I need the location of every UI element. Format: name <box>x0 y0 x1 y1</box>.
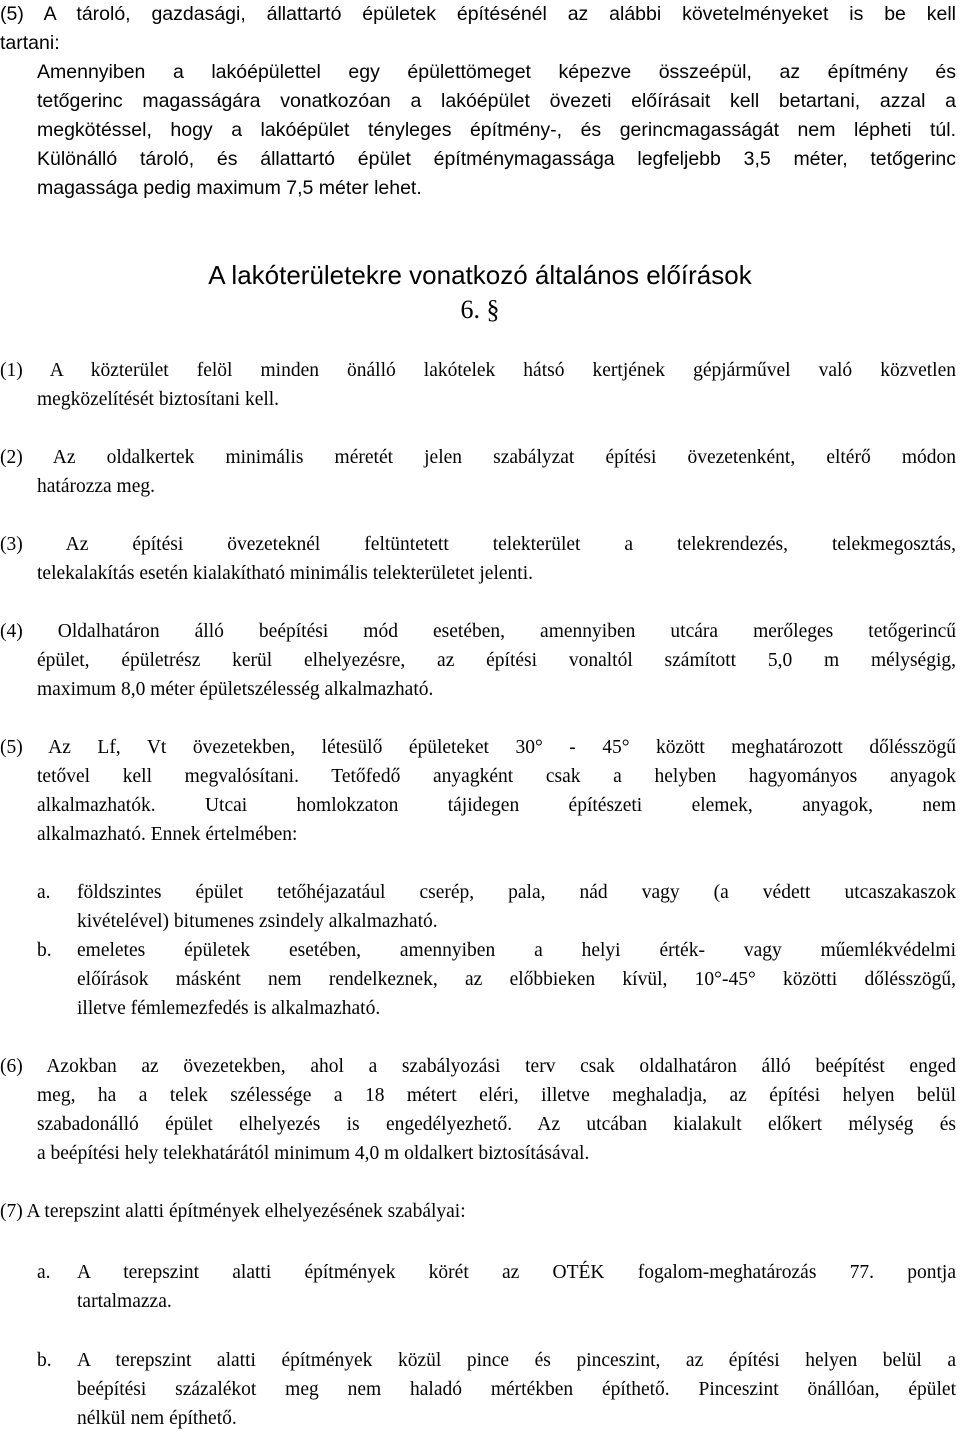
text-line: maximum 8,0 méter épületszélesség alkalmazható. <box>37 679 434 700</box>
text-line: (3) Az építési övezeteknél feltüntetett telekterület a telekrendezés, telekmegosztás, <box>0 534 956 555</box>
list-label: b. <box>37 1350 52 1371</box>
text-line: magassága pedig maximum 7,5 méter lehet. <box>37 177 422 199</box>
text-line: illetve fémlemezfedés is alkalmazható. <box>77 998 381 1019</box>
text-line: szabadonálló épület elhelyezés is engedélyezhető. Az utcában kialakult előkert mélység és <box>37 1114 956 1135</box>
text-line: megközelítését biztosítani kell. <box>37 389 280 410</box>
text-line: A terepszint alatti építmények körét az OTÉK fogalom-meghatározás 77. pontja <box>77 1262 956 1283</box>
text-line: (4) Oldalhatáron álló beépítési mód esetében, amennyiben utcára merőleges tetőgerincű <box>0 621 956 642</box>
text-line: beépítési százalékot meg nem haladó mértékben építhető. Pinceszint önállóan, épület <box>77 1379 956 1400</box>
paragraph-1 <box>0 356 956 414</box>
text-line: kivételével) bitumenes zsindely alkalmazható. <box>77 911 438 932</box>
list-item-7b <box>37 1346 956 1433</box>
text-line: tetőgerinc magasságára vonatkozóan a lakóépület övezeti előírásait kell betartani, azzal a <box>37 90 956 112</box>
paragraph-5 <box>0 733 956 849</box>
text-line: tartalmazza. <box>77 1291 172 1312</box>
text-line: (6) Azokban az övezetekben, ahol a szabályozási terv csak oldalhatáron álló beépítést enged <box>0 1056 956 1077</box>
text-line: földszintes épület tetőhéjazatául cserép, pala, nád vagy (a védett utcaszakaszok <box>77 882 956 903</box>
text-line: A terepszint alatti építmények közül pince és pinceszint, az építési helyen belül a <box>77 1350 956 1371</box>
paragraph-6 <box>0 1052 956 1168</box>
text-line: a beépítési hely telekhatárától minimum 4,0 m oldalkert biztosításával. <box>37 1143 590 1164</box>
list-item-5b <box>37 936 956 1023</box>
text-line: tetővel kell megvalósítani. Tetőfedő anyagként csak a helyben hagyományos anyagok <box>37 766 956 787</box>
text-line: tartani: <box>0 32 60 54</box>
paragraph-2 <box>0 443 956 501</box>
section-number: 6. § <box>460 295 500 324</box>
section-heading: A lakóterületekre vonatkozó általános előírások <box>208 260 752 290</box>
text-line: (5) Az Lf, Vt övezetekben, létesülő épületeket 30° - 45° között meghatározott dőlésszögű <box>0 737 956 758</box>
text-line: (2) Az oldalkertek minimális méretét jelen szabályzat építési övezetenként, eltérő módon <box>0 447 956 468</box>
text-line: (1) A közterület felöl minden önálló lakótelek hátsó kertjének gépjárművel való közvetlen <box>0 360 956 381</box>
text-line: megkötéssel, hogy a lakóépület tényleges építmény-, és gerincmagasságát nem lépheti túl. <box>37 119 956 141</box>
list-label: a. <box>37 882 51 903</box>
text-line: (7) A terepszint alatti építmények elhelyezésének szabályai: <box>0 1201 466 1222</box>
text-line: (5) A tároló, gazdasági, állattartó épületek építésénél az alábbi követelményeket is be kell <box>0 3 956 25</box>
paragraph-4 <box>0 617 956 704</box>
text-line: alkalmazhatók. Utcai homlokzaton tájidegen építészeti elemek, anyagok, nem <box>37 795 956 816</box>
text-line: nélkül nem építhető. <box>77 1408 237 1429</box>
list-label: a. <box>37 1262 51 1283</box>
text-line: alkalmazható. Ennek értelmében: <box>37 824 298 845</box>
text-line: Különálló tároló, és állattartó épület építménymagassága legfeljebb 3,5 méter, tetőgerinc <box>37 148 956 170</box>
list-label: b. <box>37 940 52 961</box>
text-line: meg, ha a telek szélessége a 18 métert eléri, illetve meghaladja, az építési helyen belül <box>37 1085 956 1106</box>
text-line: Amennyiben a lakóépülettel egy épülettömeget képezve összeépül, az építmény és <box>37 61 956 83</box>
text-line: határozza meg. <box>37 476 156 497</box>
list-item-5a <box>37 878 956 936</box>
text-line: emeletes épületek esetében, amennyiben a helyi érték- vagy műemlékvédelmi <box>77 940 956 961</box>
paragraph-7 <box>0 1197 956 1226</box>
text-line: épület, épületrész kerül elhelyezésre, az építési vonaltól számított 5,0 m mélységig, <box>37 650 956 671</box>
list-item-7a <box>37 1258 956 1316</box>
paragraph-5-storage-buildings <box>0 0 956 203</box>
paragraph-3 <box>0 530 956 588</box>
text-line: telekalakítás esetén kialakítható minimális telekterületet jelenti. <box>37 563 533 584</box>
text-line: előírások másként nem rendelkeznek, az előbbieken kívül, 10°-45° közötti dőlésszögű, <box>77 969 956 990</box>
